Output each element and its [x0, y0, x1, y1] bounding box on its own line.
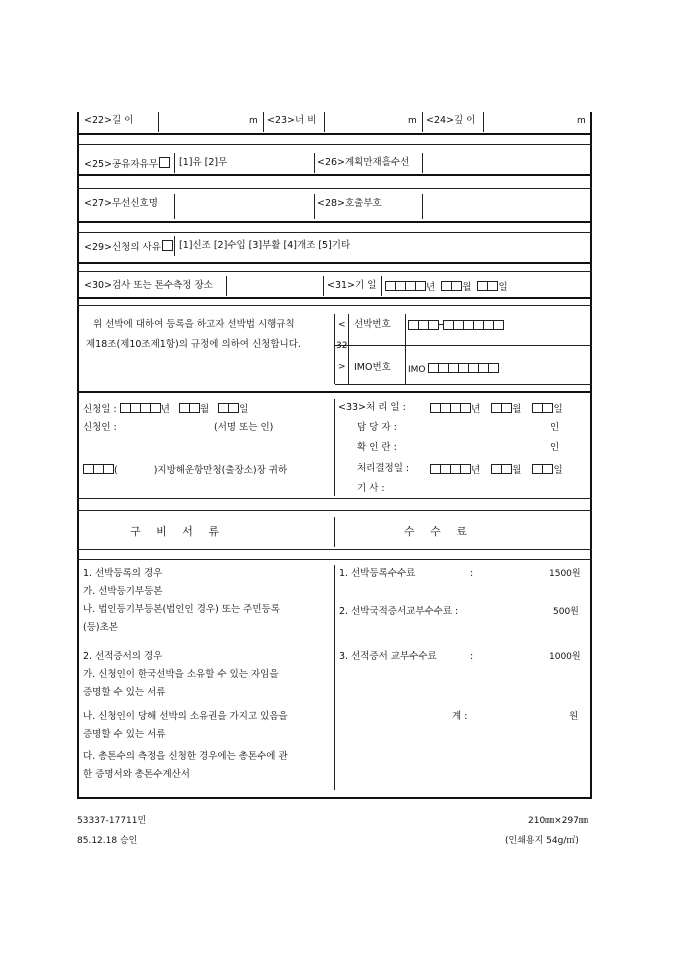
decision-year-boxes[interactable]: [430, 464, 471, 474]
fees-header: 수 수 료: [404, 525, 473, 538]
decision-date-label: 처리결정일 :: [357, 463, 410, 474]
load-line-label: <26>계획만재흘수선: [317, 157, 410, 168]
fee-amount: 1000원: [549, 652, 581, 662]
imo-number-label: IMO번호: [354, 362, 391, 373]
applicant-sign-hint: (서명 또는 인): [214, 422, 274, 433]
process-year-boxes[interactable]: [430, 403, 471, 413]
inspection-place-label: <30>검사 또는 톤수측정 장소: [84, 280, 213, 291]
fee-label: 3. 선적증서 교부수수료: [339, 651, 437, 662]
imo-number: IMO: [408, 362, 499, 376]
charge-seal: 인: [550, 422, 560, 433]
ship-number-label: 선박번호: [354, 319, 391, 330]
inspection-date: 년 월 일: [385, 280, 508, 294]
reason-options: [1]신조 [2]수입 [3]부활 [4]개조 [5]기타: [179, 240, 351, 251]
fee-label: 1. 선박등록수수료: [339, 568, 416, 579]
length-label: <22>길 이: [84, 115, 134, 126]
fee-label: 2. 선박국적증서교부수수료 :: [339, 606, 459, 617]
depth-label: <24>깊 이: [426, 115, 476, 126]
paper-weight: (인쇄용지 54g/㎡): [505, 836, 579, 846]
process-date: 년 월 일: [430, 402, 563, 416]
office-name-boxes[interactable]: [83, 464, 114, 474]
form-code: 53337-17711민: [77, 816, 147, 826]
apply-day-boxes[interactable]: [218, 403, 239, 413]
doc-item: 증명할 수 있는 서류: [83, 729, 166, 740]
decision-month-boxes[interactable]: [491, 464, 512, 474]
process-day-boxes[interactable]: [532, 403, 553, 413]
section-32-number: 32: [336, 341, 348, 351]
width-unit: m: [408, 116, 417, 126]
decision-day-boxes[interactable]: [532, 464, 553, 474]
co-owner-label: <25>공유자유무: [84, 157, 170, 171]
reason-label: <29>신청의 사유: [84, 240, 173, 254]
docs-header: 구 비 서 류: [130, 525, 225, 538]
width-field[interactable]: [326, 112, 420, 132]
office-address: ( )지방해운항만청(출장소)장 귀하: [83, 463, 287, 477]
apply-month-boxes[interactable]: [179, 403, 200, 413]
radio-signal-label: <27>무선신호명: [84, 198, 158, 209]
year-boxes[interactable]: [385, 281, 426, 291]
doc-item: 나. 법인등기부등본(법인인 경우) 또는 주민등록: [83, 604, 280, 615]
fee-colon: :: [470, 568, 474, 579]
confirm-seal: 인: [550, 442, 560, 453]
ship-number-boxes[interactable]: [408, 319, 504, 333]
call-sign-label: <28>호출부호: [317, 198, 382, 209]
doc-item: 다. 총톤수의 측정을 신청한 경우에는 총톤수에 관: [83, 751, 288, 762]
co-owner-options: [1]유 [2]무: [179, 157, 228, 168]
doc-item: 한 증명서와 총톤수계산서: [83, 769, 190, 780]
doc-item: 가. 선박등기부등본: [83, 586, 163, 597]
fee-total-label: 계 :: [452, 711, 468, 722]
doc-item: 가. 신청인이 한국선박을 소유할 수 있는 자임을: [83, 669, 279, 680]
charge-label: 담 당 자 :: [357, 422, 397, 433]
approval-date: 85.12.18 승인: [77, 836, 138, 846]
month-boxes[interactable]: [441, 281, 462, 291]
fee-amount: 500원: [553, 607, 579, 617]
depth-field[interactable]: [485, 112, 589, 132]
confirm-label: 확 인 란 :: [357, 442, 397, 453]
imo-number-boxes[interactable]: [428, 363, 499, 373]
applicant-label: 신청인 :: [83, 422, 117, 433]
fee-colon: :: [470, 651, 474, 662]
doc-item: (등)초본: [83, 622, 118, 633]
width-label: <23>너 비: [267, 115, 317, 126]
fee-amount: 1500원: [549, 569, 581, 579]
radio-signal-field[interactable]: [176, 194, 312, 219]
section-32-close: >: [338, 362, 346, 372]
doc-item: 증명할 수 있는 서류: [83, 687, 166, 698]
load-line-field[interactable]: [424, 153, 588, 173]
request-line-2: 제18조(제10조제1항)의 규정에 의하여 신청합니다.: [86, 339, 301, 350]
process-month-boxes[interactable]: [491, 403, 512, 413]
depth-unit: m: [577, 116, 586, 126]
apply-date: 신청일 : 년 월 일: [83, 404, 249, 415]
length-unit: m: [249, 116, 258, 126]
doc-item: 2. 선적증서의 경우: [83, 651, 163, 662]
co-owner-checkbox[interactable]: [159, 157, 170, 168]
process-date-label: <33>처 리 일 :: [338, 402, 406, 413]
day-boxes[interactable]: [477, 281, 498, 291]
note-label: 기 사 :: [357, 483, 385, 494]
inspection-date-label: <31>기 일: [327, 280, 377, 291]
fee-total-unit: 원: [569, 711, 579, 722]
length-field[interactable]: [160, 112, 260, 132]
reason-checkbox[interactable]: [162, 240, 173, 251]
paper-size: 210㎜×297㎜: [528, 816, 588, 826]
section-32-open: <: [338, 320, 346, 330]
doc-item: 1. 선박등록의 경우: [83, 568, 163, 579]
decision-date: 년 월 일: [430, 463, 563, 477]
request-line-1: 위 선박에 대하여 등록을 하고자 선박법 시행규칙: [93, 319, 295, 330]
apply-year-boxes[interactable]: [120, 403, 161, 413]
doc-item: 나. 신청인이 당해 선박의 소유권을 가지고 있음을: [83, 711, 288, 722]
call-sign-field[interactable]: [424, 194, 588, 219]
inspection-place-field[interactable]: [228, 276, 321, 296]
